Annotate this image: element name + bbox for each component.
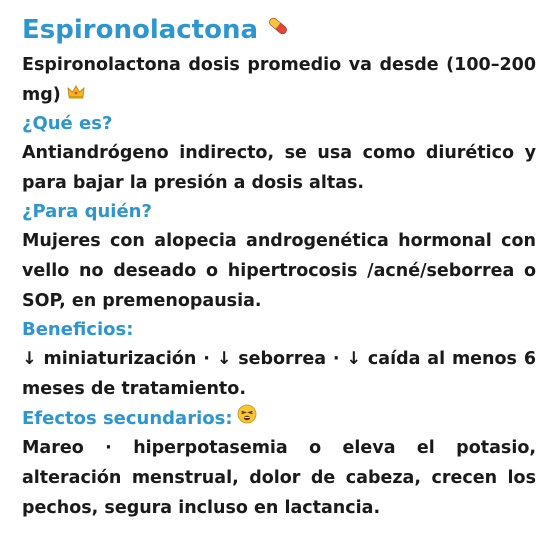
section-text-beneficios: ↓ miniaturización · ↓ seborrea · ↓ caída al menos 6 meses de tratamiento. (22, 349, 536, 399)
section-heading-efectos (22, 404, 536, 433)
section-heading-que-es: ¿Qué es? (22, 113, 113, 134)
section-text-que-es: Antiandrógeno indirecto, se usa como diurético y para bajar la presión a dosis altas. (22, 143, 536, 193)
title-text: Espironolactona (22, 15, 259, 45)
intro-text: Espironolactona dosis promedio va desde (100–200 mg) (22, 50, 536, 110)
section-heading-beneficios: Beneficios: (22, 319, 134, 340)
tired-face-icon (237, 404, 257, 433)
pill-icon (266, 10, 290, 50)
section-text-efectos: Mareo · hiperpotasemia o eleva el potasio, alteración menstrual, dolor de cabeza, crecen los pechos, segura incluso en lactancia. (22, 438, 536, 518)
section-heading-efectos-text: Efectos secundarios: (22, 407, 233, 429)
page-title (22, 10, 536, 50)
section-text-para-quien: Mujeres con alopecia androgenética hormonal con vello no deseado o hipertrocosis /acné/seborrea o SOP, en premenopausia. (22, 231, 536, 311)
document (22, 10, 536, 523)
section-heading-para-quien: ¿Para quién? (22, 201, 152, 222)
cutoff-next-line (22, 548, 536, 560)
crown-icon (67, 80, 85, 110)
